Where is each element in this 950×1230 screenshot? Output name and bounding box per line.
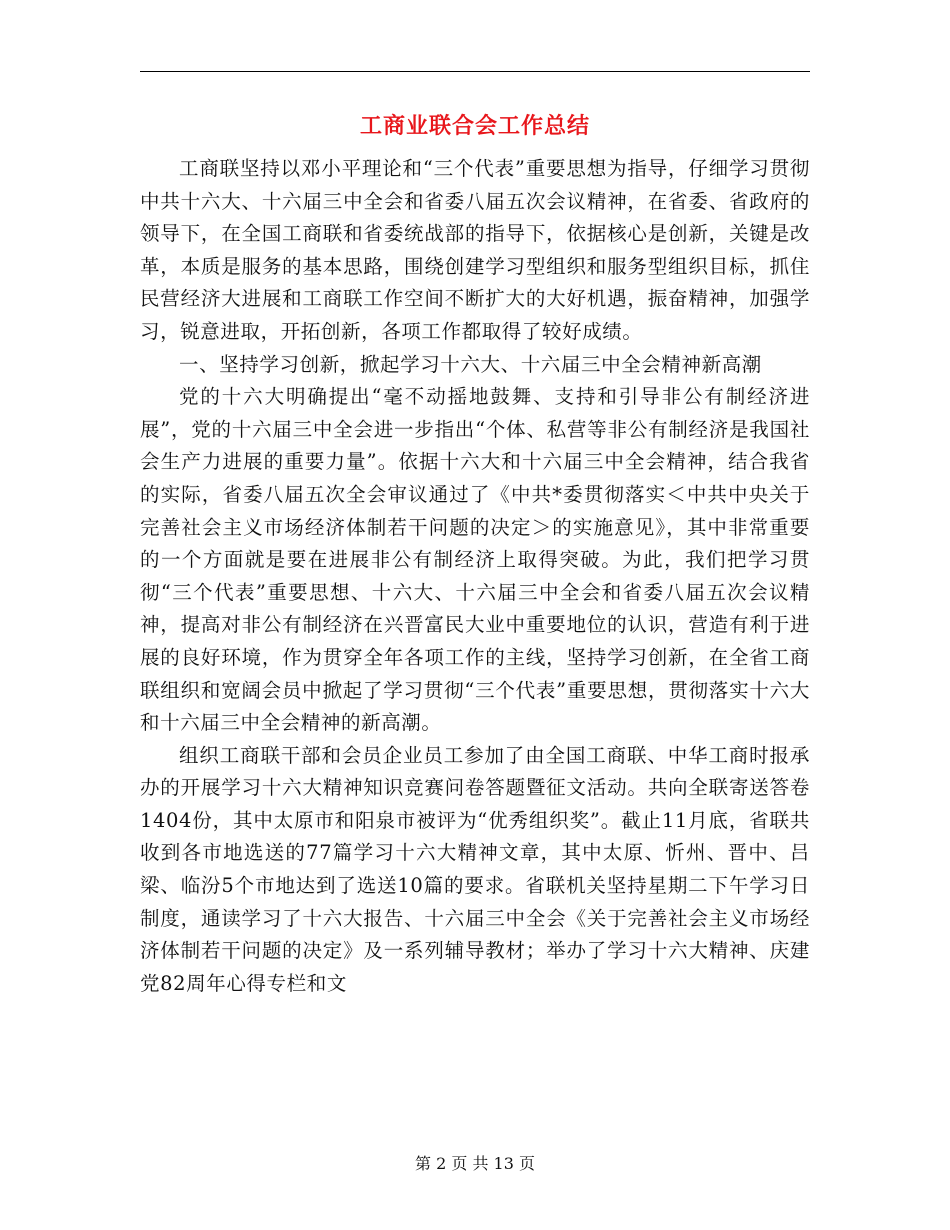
header-rule — [140, 71, 810, 72]
body-paragraph: 党的十六大明确提出“毫不动摇地鼓舞、支持和引导非公有制经济进展”，党的十六届三中全会进一步指出“个体、私营等非公有制经济是我国社会生产力进展的重要力量”。依据十六大和十六届三中全会精神，结合我省的实际，省委八届五次全会审议通过了《中共*委贯彻落实＜中共中央关于完善社会主义市场经济体制若干问题的决定＞的实施意见》，其中非常重要的一个方面就是要在进展非公有制经济上取得突破。为此，我们把学习贯彻“三个代表”重要思想、十六大、十六届三中全会和省委八届五次会议精神，提高对非公有制经济在兴晋富民大业中重要地位的认识，营造有利于进展的良好环境，作为贯穿全年各项工作的主线，坚持学习创新，在全省工商联组织和宽阔会员中掀起了学习贯彻“三个代表”重要思想，贯彻落实十六大和十六届三中全会精神的新高潮。 — [140, 385, 810, 735]
section-heading-1: 一、坚持学习创新，掀起学习十六大、十六届三中全会精神新高潮 — [179, 352, 762, 376]
body-paragraph: 组织工商联干部和会员企业员工参加了由全国工商联、中华工商时报承办的开展学习十六大精神知识竞赛问卷答题暨征文活动。共向全联寄送答卷1404份，其中太原市和阳泉市被评为“优秀组织奖”。截止11月底，省联共收到各市地选送的77篇学习十六大精神文章，其中太原、忻州、晋中、吕梁、临汾5个市地达到了选送10篇的要求。省联机关坚持星期二下午学习日制度，通读学习了十六大报告、十六届三中全会《关于完善社会主义市场经济体制若干问题的决定》及一系列辅导教材；举办了学习十六大精神、庆建党82周年心得专栏和文 — [140, 743, 810, 995]
document-body — [140, 153, 810, 1000]
document-title: 工商业联合会工作总结 — [359, 113, 590, 139]
intro-paragraph: 工商联坚持以邓小平理论和“三个代表”重要思想为指导，仔细学习贯彻中共十六大、十六届三中全会和省委八届五次会议精神，在省委、省政府的领导下，在全国工商联和省委统战部的指导下，依据核心是创新，关键是改革，本质是服务的基本思路，围绕创建学习型组织和服务型组织目标，抓住民营经济大进展和工商联工作空间不断扩大的大好机遇，振奋精神，加强学习，锐意进取，开拓创新，各项工作都取得了较好成绩。 — [140, 157, 810, 343]
page-number-footer: 第 2 页 共 13 页 — [415, 1154, 535, 1173]
